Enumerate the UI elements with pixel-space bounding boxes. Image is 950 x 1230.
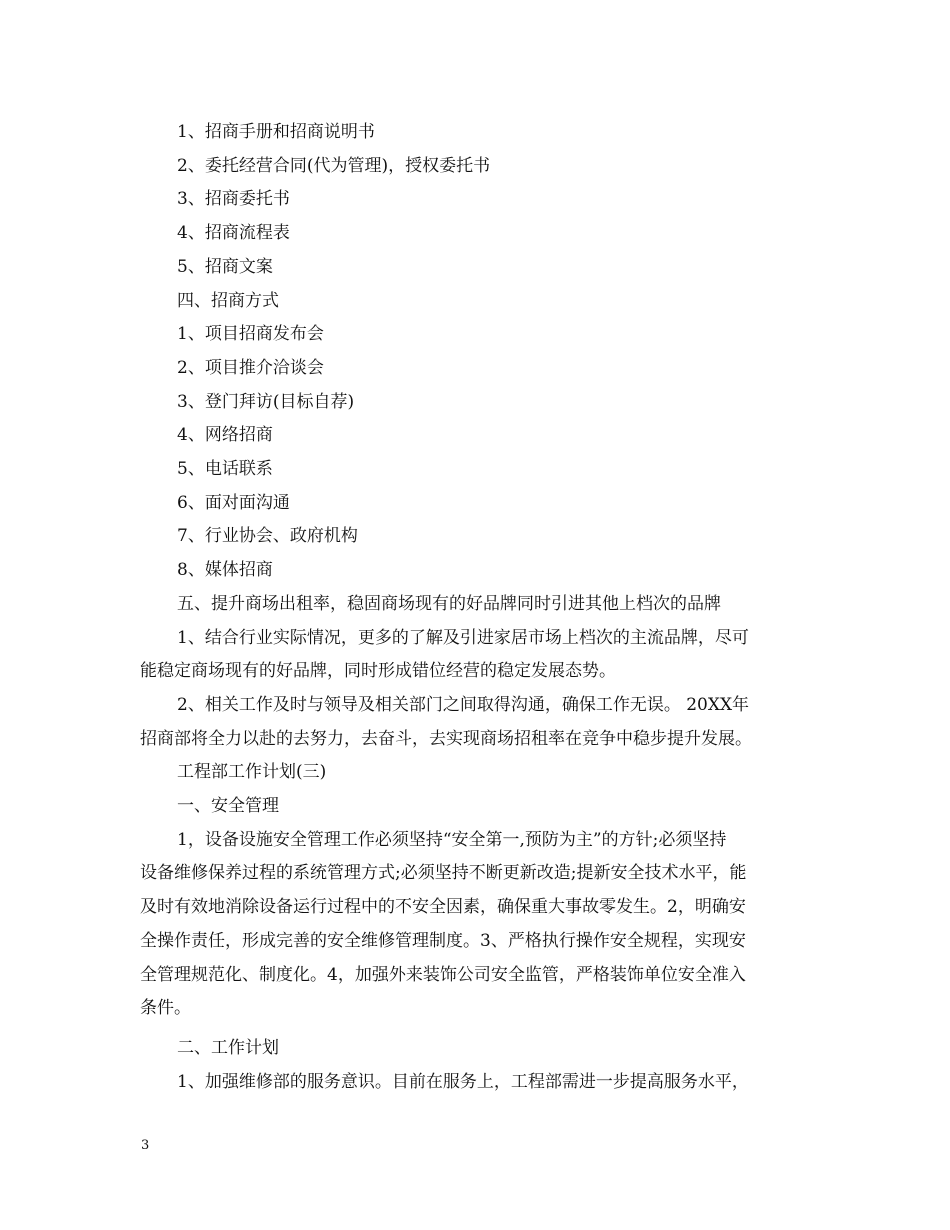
- section-heading: 一、安全管理: [177, 796, 279, 817]
- paragraph-line: 1，设备设施安全管理工作必须坚持“安全第一,预防为主”的方针;必须坚持: [177, 829, 727, 850]
- section-heading: 二、工作计划: [177, 1037, 279, 1058]
- text-line: 8、媒体招商: [177, 560, 273, 581]
- section-heading: 工程部工作计划(三): [177, 762, 327, 783]
- paragraph-line: 设备维修保养过程的系统管理方式;必须坚持不断更新改造;提新安全技术水平，能: [140, 863, 747, 884]
- text-line: 3、招商委托书: [177, 189, 290, 210]
- page-number: 3: [141, 1138, 150, 1153]
- paragraph-line: 能稳定商场现有的好品牌，同时形成错位经营的稳定发展态势。: [140, 661, 616, 682]
- paragraph-line: 全操作责任，形成完善的安全维修管理制度。3、严格执行操作安全规程，实现安: [140, 930, 746, 951]
- text-line: 6、面对面沟通: [177, 492, 290, 513]
- document-body: [140, 116, 810, 1099]
- paragraph-line: 1、加强维修部的服务意识。目前在服务上，工程部需进一步提高服务水平，: [177, 1071, 749, 1092]
- section-heading: 四、招商方式: [177, 290, 279, 311]
- text-line: 2、项目推介洽谈会: [177, 357, 324, 378]
- paragraph-line: 招商部将全力以赴的去努力，去奋斗，去实现商场招租率在竞争中稳步提升发展。: [140, 728, 752, 749]
- text-line: 2、委托经营合同(代为管理)，授权委托书: [177, 155, 491, 176]
- paragraph-line: 及时有效地消除设备运行过程中的不安全因素，确保重大事故零发生。2，明确安: [140, 897, 746, 918]
- text-line: 5、电话联系: [177, 459, 273, 480]
- text-line: 3、登门拜访(目标自荐): [177, 391, 355, 412]
- paragraph-line: 2、相关工作及时与领导及相关部门之间取得沟通，确保工作无误。 20XX年: [177, 694, 750, 715]
- paragraph-line: 全管理规范化、制度化。4，加强外来装饰公司安全监管，严格装饰单位安全准入: [140, 964, 746, 985]
- text-line: 1、招商手册和招商说明书: [177, 122, 375, 142]
- text-line: 5、招商文案: [177, 256, 273, 277]
- text-line: 1、项目招商发布会: [177, 324, 324, 345]
- text-line: 7、行业协会、政府机构: [177, 526, 358, 547]
- section-heading: 五、提升商场出租率，稳固商场现有的好品牌同时引进其他上档次的品牌: [177, 593, 721, 614]
- paragraph-line: 条件。: [140, 998, 191, 1019]
- paragraph-line: 1、结合行业实际情况，更多的了解及引进家居市场上档次的主流品牌，尽可: [177, 627, 749, 648]
- text-line: 4、招商流程表: [177, 223, 290, 244]
- text-line: 4、网络招商: [177, 425, 273, 446]
